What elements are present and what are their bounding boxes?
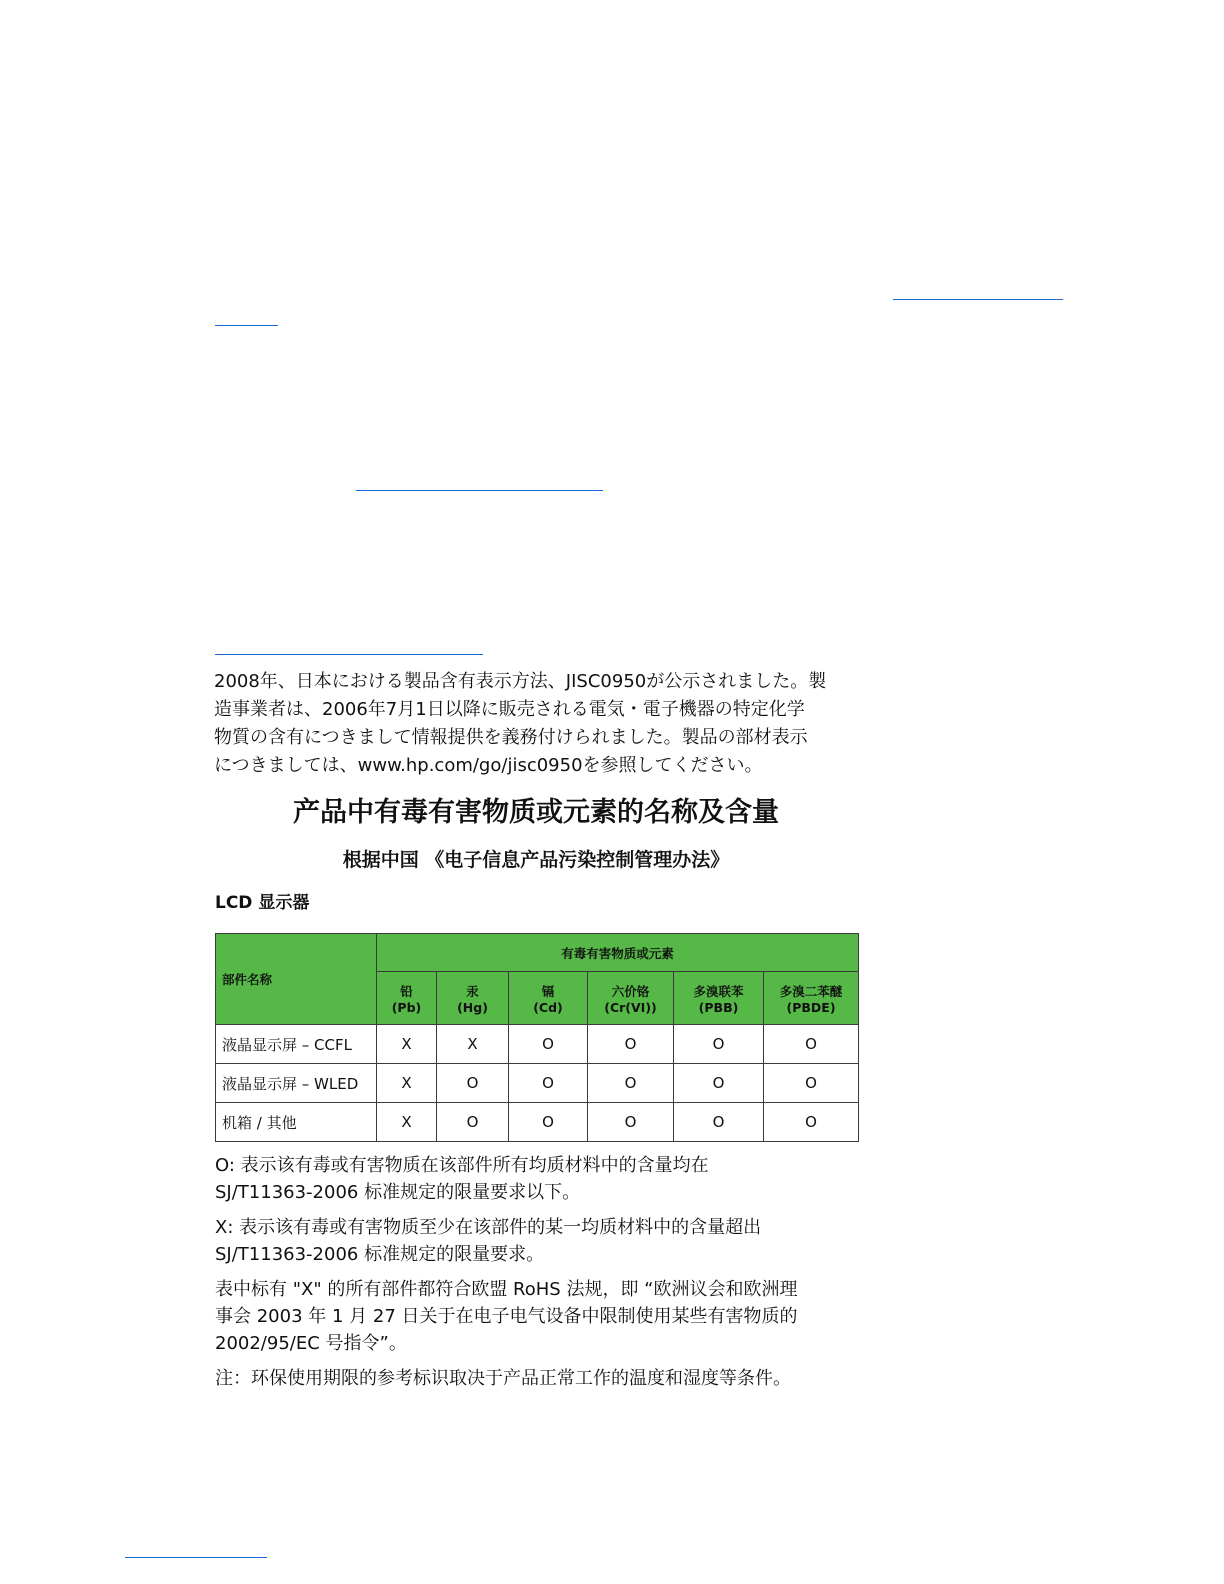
rohs-note [215,1276,875,1357]
link-underline[interactable] [215,325,278,326]
value-cell: O [509,1064,588,1103]
link-underline[interactable] [356,490,603,491]
substance-group-header: 有毒有害物质或元素 [377,934,859,972]
note-line: SJ/T11363-2006 标准规定的限量要求。 [215,1244,545,1265]
column-header-pbde [764,972,859,1025]
column-symbol: (Cr(VI)) [604,999,657,1015]
japanese-notice-line: につきましては、www.hp.com/go/jisc0950を参照してください。 [214,755,763,776]
value-cell: O [764,1025,859,1064]
column-name: 镉 [541,983,555,999]
note-line: X: 表示该有毒或有害物质至少在该部件的某一均质材料中的含量超出 [215,1217,762,1238]
japanese-notice-line: 物質の含有につきまして情報提供を義務付けられました。製品の部材表示 [214,727,808,748]
value-cell: X [377,1025,437,1064]
table-row [216,1025,859,1064]
column-symbol: (PBDE) [786,999,836,1015]
note-line: O: 表示该有毒或有害物质在该部件所有均质材料中的含量均在 [215,1155,709,1176]
column-header-cd [509,972,588,1025]
value-cell: O [588,1103,674,1142]
japanese-notice [214,668,827,780]
table-row [216,1103,859,1142]
column-symbol: (Hg) [457,999,488,1015]
column-name: 六价铬 [611,983,650,999]
column-name: 汞 [466,983,479,999]
column-symbol: (Pb) [391,999,422,1015]
link-underline[interactable] [893,299,1063,300]
part-name-cell: 液晶显示屏 – CCFL [216,1025,377,1064]
part-name-cell: 液晶显示屏 – WLED [216,1064,377,1103]
japanese-notice-line: 造事業者は、2006年7月1日以降に販売される電気・電子機器の特定化学 [214,699,805,720]
note-line: SJ/T11363-2006 标准规定的限量要求以下。 [215,1182,581,1203]
value-cell: O [674,1064,764,1103]
column-name: 多溴二苯醚 [779,983,843,999]
china-section-title: 产品中有毒有害物质或元素的名称及含量 [293,797,779,828]
link-underline[interactable] [125,1557,267,1558]
x-legend-note [215,1214,875,1268]
value-cell: O [674,1025,764,1064]
value-cell: O [437,1103,509,1142]
part-name-header: 部件名称 [216,934,377,1025]
value-cell: O [437,1064,509,1103]
table-heading: LCD 显示器 [215,893,310,913]
value-cell: O [588,1064,674,1103]
japanese-notice-line: 2008年、日本における製品含有表示方法、JISC0950が公示されました。製 [214,671,827,692]
column-header-pb [377,972,437,1025]
table-row [216,1064,859,1103]
china-section-subtitle: 根据中国 《电子信息产品污染控制管理办法》 [342,849,730,871]
note-line: 表中标有 "X" 的所有部件都符合欧盟 RoHS 法规，即 “欧洲议会和欧洲理 [215,1279,798,1300]
column-header-cr6 [588,972,674,1025]
note-line: 事会 2003 年 1 月 27 日关于在电子电气设备中限制使用某些有害物质的 [215,1306,798,1327]
o-legend-note [215,1152,875,1206]
value-cell: X [437,1025,509,1064]
footnote: 注：环保使用期限的参考标识取决于产品正常工作的温度和湿度等条件。 [215,1368,791,1389]
column-header-hg [437,972,509,1025]
column-name: 多溴联苯 [693,983,744,999]
column-header-pbb [674,972,764,1025]
hazardous-substances-table [215,933,859,1142]
part-name-cell: 机箱 / 其他 [216,1103,377,1142]
note-line: 2002/95/EC 号指令”。 [215,1333,407,1354]
value-cell: O [764,1103,859,1142]
link-underline[interactable] [215,654,483,655]
value-cell: O [764,1064,859,1103]
column-symbol: (PBB) [698,999,739,1015]
value-cell: X [377,1103,437,1142]
column-symbol: (Cd) [533,999,563,1015]
value-cell: O [509,1025,588,1064]
value-cell: O [674,1103,764,1142]
value-cell: O [509,1103,588,1142]
value-cell: X [377,1064,437,1103]
value-cell: O [588,1025,674,1064]
table-notes [215,1152,875,1400]
column-name: 铅 [400,983,413,999]
